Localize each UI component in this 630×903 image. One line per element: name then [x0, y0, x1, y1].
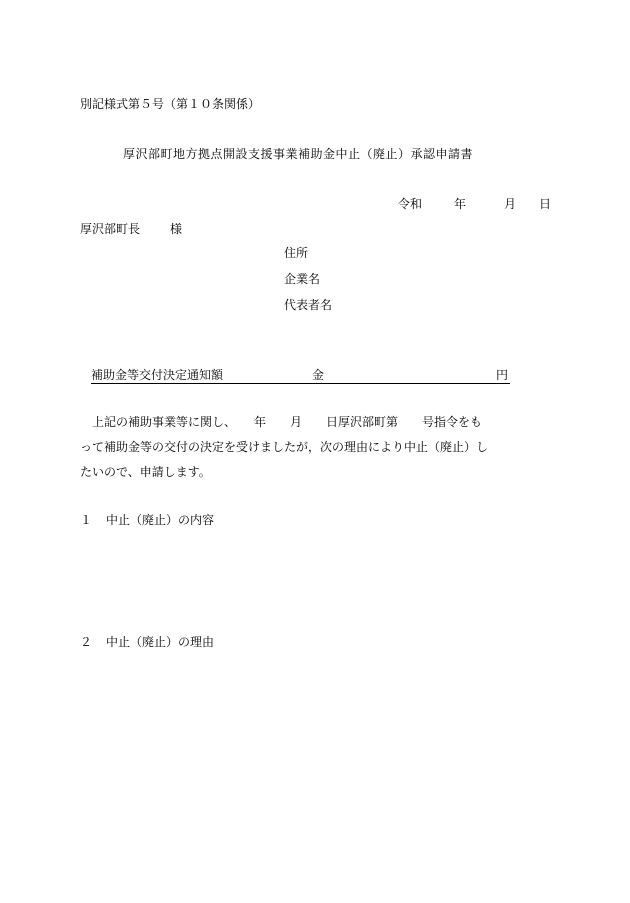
document-title: 厚沢部町地方拠点開設支援事業補助金中止（廃止）承認申請書 [123, 147, 474, 161]
address-label: 住所 [284, 246, 309, 260]
date-line [398, 197, 550, 211]
section-number: １ [80, 513, 93, 527]
grant-amount-label: 補助金等交付決定通知額 [91, 368, 224, 382]
form-number: 別記様式第５号（第１０条関係） [80, 97, 261, 111]
grant-amount-line [91, 368, 510, 384]
grant-amount-kin: 金 [312, 368, 325, 382]
section-cancellation-content [80, 513, 214, 527]
applicant-block [284, 246, 332, 324]
body-line: 上記の補助事業等に関し、 年 月 日厚沢部町第 号指令をも [92, 415, 483, 429]
body-paragraph [80, 410, 550, 485]
body-line: たいので、申請します。 [80, 465, 211, 479]
date-year-label: 年 [454, 197, 467, 211]
addressee [80, 222, 182, 236]
addressee-honorific: 様 [170, 222, 183, 236]
date-month-label: 月 [504, 197, 517, 211]
date-day-label: 日 [539, 197, 552, 211]
section-label: 中止（廃止）の内容 [106, 513, 215, 527]
body-line: って補助金等の交付の決定を受けましたが，次の理由により中止（廃止）し [80, 440, 489, 454]
section-cancellation-reason [80, 635, 214, 649]
addressee-name: 厚沢部町長 [80, 222, 141, 236]
section-label: 中止（廃止）の理由 [106, 635, 215, 649]
date-era: 令和 [398, 197, 423, 211]
representative-label: 代表者名 [284, 298, 333, 312]
section-number: ２ [80, 635, 93, 649]
grant-amount-yen: 円 [496, 368, 509, 382]
company-label: 企業名 [284, 272, 321, 286]
